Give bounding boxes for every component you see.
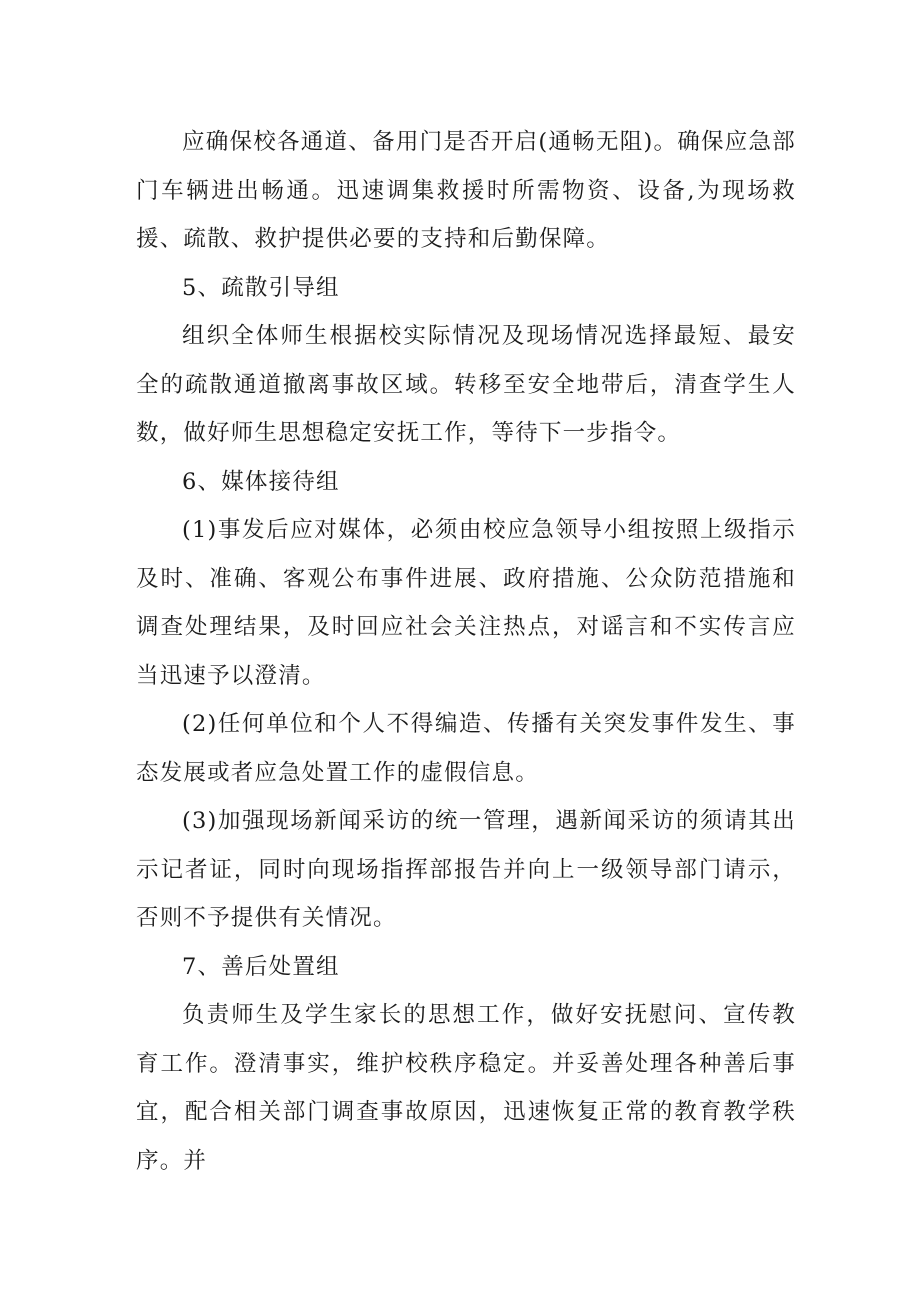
heading-media-group: 6、媒体接待组 xyxy=(182,468,340,495)
paragraph-media-3: (3)加强现场新闻采访的统一管理，遇新闻采访的须请其出示记者证，同时向现场指挥部报告并向上一级领导部门请示，否则不予提供有关情况。 xyxy=(136,808,796,931)
paragraph-media-1: (1)事发后应对媒体，必须由校应急领导小组按照上级指示及时、准确、客观公布事件进展、政府措施、公众防范措施和调查处理结果，及时回应社会关注热点，对谣言和不实传言应当迅速予以澄清。 xyxy=(136,517,796,689)
paragraph-aftermath: 负责师生及学生家长的思想工作，做好安抚慰问、宣传教育工作。澄清事实，维护校秩序稳定。并妥善处理各种善后事宜，配合相关部门调查事故原因，迅速恢复正常的教育教学秩序。并 xyxy=(136,1002,796,1174)
document-page xyxy=(136,118,796,1185)
paragraph-media-2: (2)任何单位和个人不得编造、传播有关突发事件发生、事态发展或者应急处置工作的虚假信息。 xyxy=(136,711,796,786)
heading-evacuation-group: 5、疏散引导组 xyxy=(182,274,340,301)
paragraph-supply-guarantee: 应确保校各通道、备用门是否开启(通畅无阻)。确保应急部门车辆进出畅通。迅速调集救援时所需物资、设备,为现场救援、疏散、救护提供必要的支持和后勤保障。 xyxy=(136,129,796,252)
heading-aftermath-group: 7、善后处置组 xyxy=(182,953,340,980)
paragraph-evacuation: 组织全体师生根据校实际情况及现场情况选择最短、最安全的疏散通道撤离事故区域。转移至安全地带后，清查学生人数，做好师生思想稳定安抚工作，等待下一步指令。 xyxy=(136,323,796,446)
